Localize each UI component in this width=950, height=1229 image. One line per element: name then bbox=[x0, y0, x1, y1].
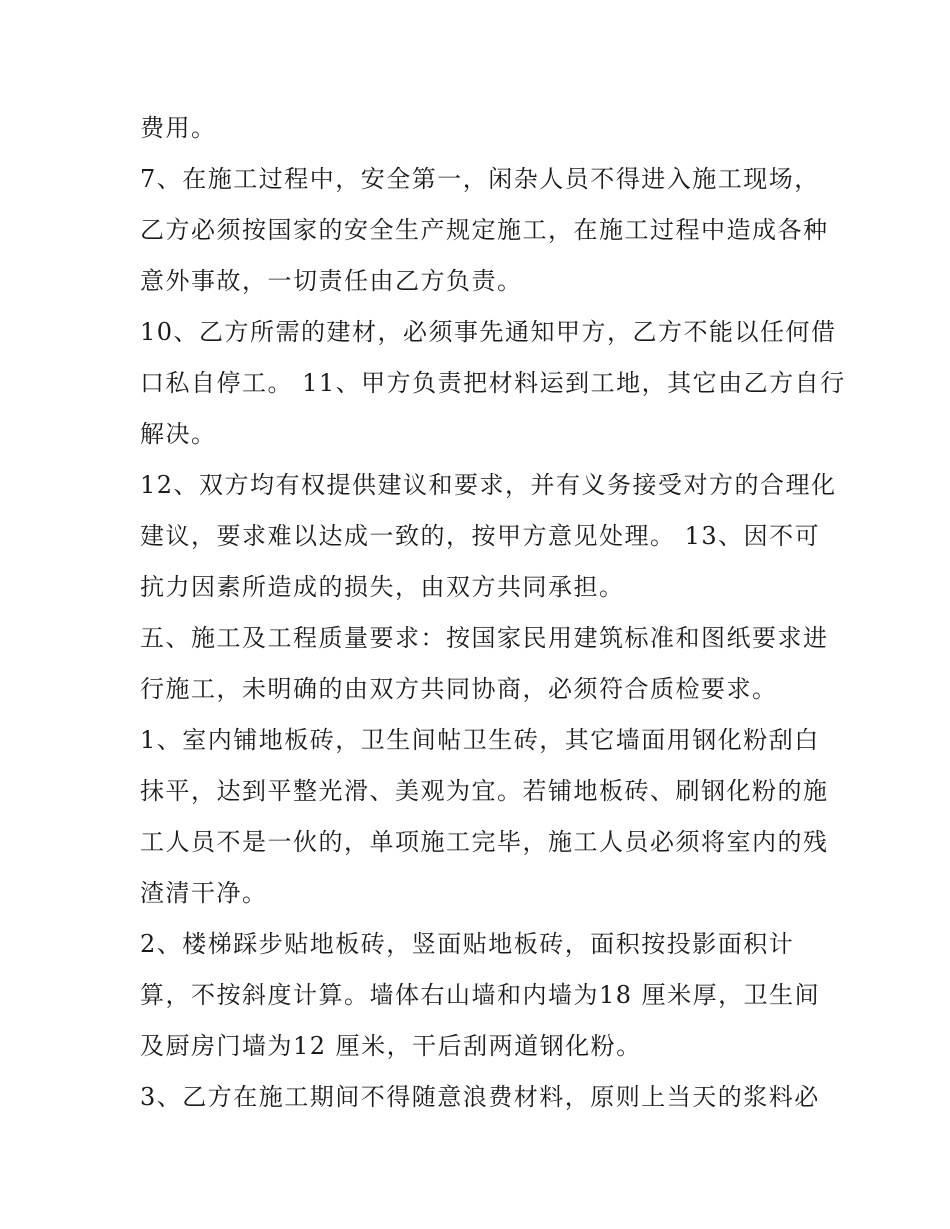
text-line: 费用。 bbox=[140, 114, 217, 142]
text-line: 及厨房门墙为12 厘米，干后刮两道钢化粉。 bbox=[140, 1032, 642, 1060]
text-line: 解决。 bbox=[140, 420, 217, 448]
text-line: 乙方必须按国家的安全生产规定施工，在施工过程中造成各种 bbox=[140, 216, 829, 244]
text-line: 五、施工及工程质量要求：按国家民用建筑标准和图纸要求进 bbox=[140, 624, 829, 652]
text-line: 渣清干净。 bbox=[140, 879, 268, 907]
text-line: 3、乙方在施工期间不得随意浪费材料，原则上当天的浆料必 bbox=[140, 1083, 820, 1111]
text-line: 行施工，未明确的由双方共同协商，必须符合质检要求。 bbox=[140, 675, 778, 703]
text-line: 口私自停工。 11、甲方负责把材料运到工地，其它由乙方自行 bbox=[140, 369, 846, 397]
text-line: 10、乙方所需的建材，必须事先通知甲方，乙方不能以任何借 bbox=[140, 318, 837, 346]
text-line: 工人员不是一伙的，单项施工完毕，施工人员必须将室内的残 bbox=[140, 828, 829, 856]
text-line: 12、双方均有权提供建议和要求，并有义务接受对方的合理化 bbox=[140, 471, 837, 499]
text-line: 1、室内铺地板砖，卫生间帖卫生砖，其它墙面用钢化粉刮白 bbox=[140, 726, 820, 754]
text-line: 抗力因素所造成的损失，由双方共同承担。 bbox=[140, 573, 625, 601]
text-line: 抹平，达到平整光滑、美观为宜。若铺地板砖、刷钢化粉的施 bbox=[140, 777, 829, 805]
text-line: 算，不按斜度计算。墙体右山墙和内墙为18 厘米厚，卫生间 bbox=[140, 981, 821, 1009]
text-line: 2、楼梯踩步贴地板砖，竖面贴地板砖，面积按投影面积计 bbox=[140, 930, 795, 958]
text-line: 建议，要求难以达成一致的，按甲方意见处理。 13、因不可 bbox=[140, 522, 821, 550]
text-line: 7、在施工过程中，安全第一，闲杂人员不得进入施工现场， bbox=[140, 165, 820, 193]
text-line: 意外事故，一切责任由乙方负责。 bbox=[140, 267, 523, 295]
